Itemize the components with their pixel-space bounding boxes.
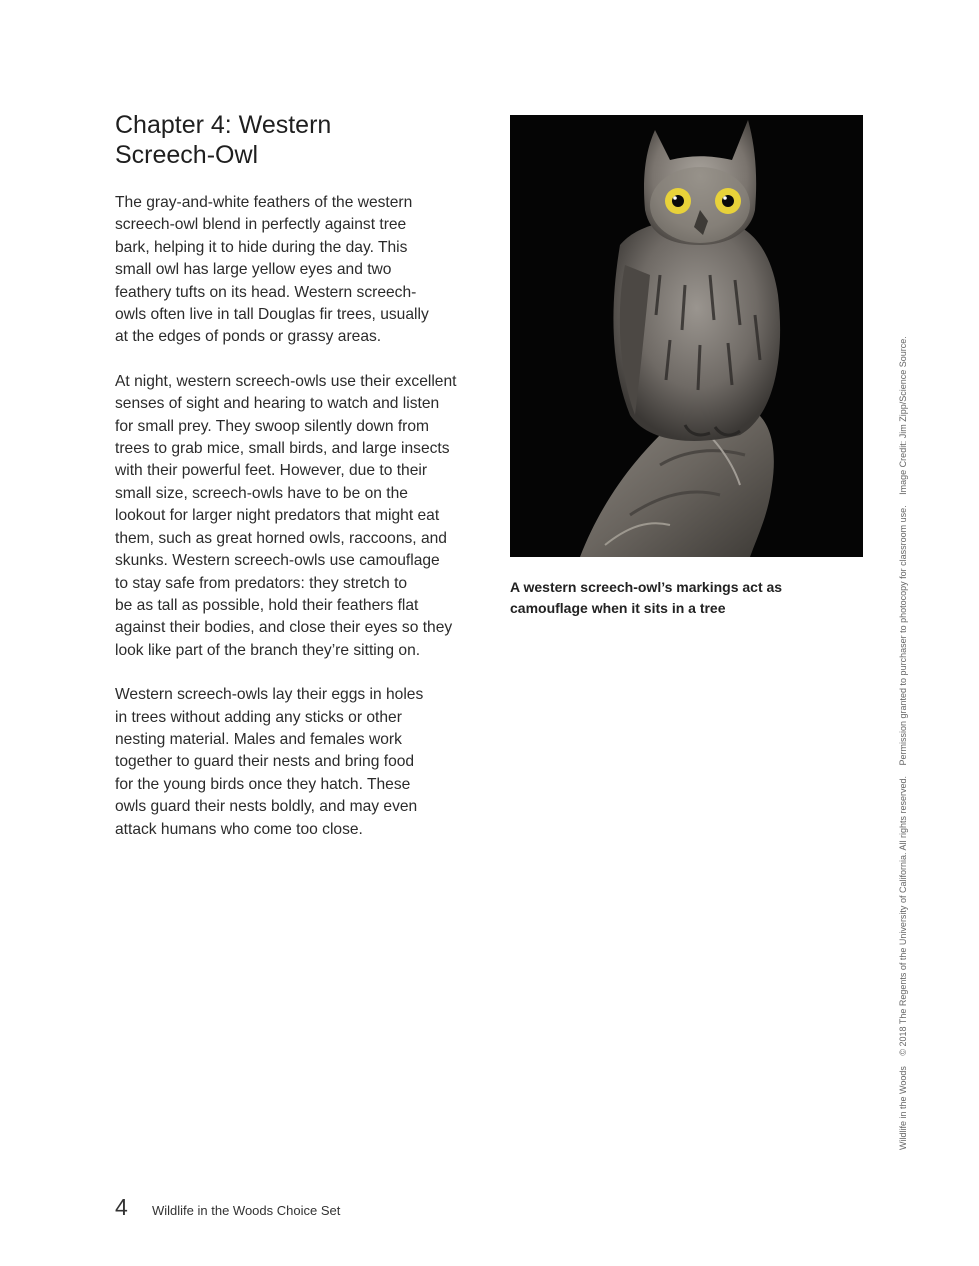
text-line: at the edges of ponds or grassy areas. [115, 328, 382, 346]
page-number: 4 [115, 1194, 128, 1220]
credit-permission: Permission granted to purchaser to photocopy for classroom use. [898, 505, 908, 766]
credit-copyright: © 2018 The Regents of the University of California. All rights reserved. [898, 776, 908, 1056]
body-text [115, 192, 485, 863]
paragraph-3 [115, 684, 485, 841]
text-line: bark, helping it to hide during the day. This [115, 238, 408, 256]
credit-image: Image Credit: Jim Zipp/Science Source. [898, 336, 908, 495]
text-line: against their bodies, and close their eyes so they [115, 619, 453, 637]
chapter-title [115, 110, 475, 170]
text-line: At night, western screech-owls use their excellent [115, 372, 457, 390]
credit-series: Wildlife in the Woods [898, 1066, 908, 1150]
caption-line: camouflage when it sits in a tree [510, 599, 726, 616]
text-line: be as tall as possible, hold their feathers flat [115, 596, 419, 614]
paragraph-1 [115, 192, 485, 349]
paragraph-2 [115, 371, 485, 662]
text-line: nesting material. Males and females work [115, 730, 402, 748]
text-line: look like part of the branch they’re sitting on. [115, 641, 421, 659]
text-line: owls often live in tall Douglas fir trees, usually [115, 306, 429, 324]
text-line: to stay safe from predators: they stretch to [115, 574, 408, 592]
text-line: small owl has large yellow eyes and two [115, 261, 392, 279]
caption-line: A western screech-owl’s markings act as [510, 579, 783, 595]
text-line: trees to grab mice, small birds, and large insects [115, 440, 450, 458]
text-line: for the young birds once they hatch. These [115, 775, 411, 793]
owl-photo [510, 115, 863, 557]
chapter-title-line: Screech-Owl [115, 141, 259, 169]
text-line: feathery tufts on its head. Western screech- [115, 283, 417, 301]
text-line: together to guard their nests and bring food [115, 753, 415, 771]
text-line: senses of sight and hearing to watch and listen [115, 395, 440, 413]
owl-illustration [510, 115, 863, 557]
footer-set-title: Wildlife in the Woods Choice Set [152, 1203, 341, 1218]
text-line: Western screech-owls lay their eggs in holes [115, 686, 424, 704]
photo-caption [510, 577, 850, 618]
text-line: attack humans who come too close. [115, 820, 363, 838]
text-line: screech-owl blend in perfectly against tree [115, 216, 407, 234]
text-line: small size, screech-owls have to be on the [115, 484, 408, 502]
text-line: lookout for larger night predators that might eat [115, 507, 440, 525]
text-line: in trees without adding any sticks or other [115, 708, 402, 726]
chapter-title-line: Chapter 4: Western [115, 111, 332, 139]
text-line: for small prey. They swoop silently down from [115, 417, 430, 435]
copyright-credit [898, 336, 908, 1150]
text-line: skunks. Western screech-owls use camouflage [115, 552, 440, 570]
text-line: owls guard their nests boldly, and may even [115, 798, 418, 816]
text-line: with their powerful feet. However, due to their [115, 462, 428, 480]
text-line: them, such as great horned owls, raccoons, and [115, 529, 447, 547]
text-line: The gray-and-white feathers of the western [115, 194, 413, 211]
